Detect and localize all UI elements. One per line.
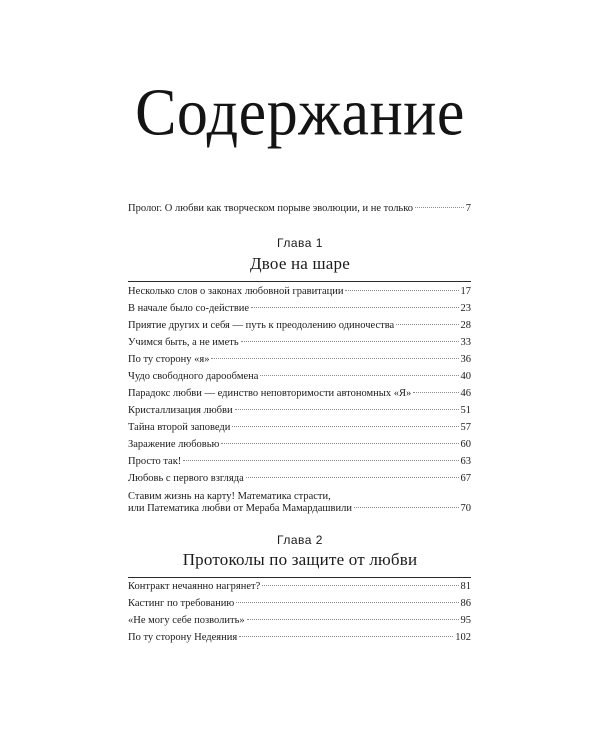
- toc-entry[interactable]: [128, 388, 471, 405]
- leader-dots: [235, 409, 459, 410]
- toc-entry-page: 23: [460, 303, 471, 314]
- leader-dots: [246, 477, 459, 478]
- leader-dots: [183, 460, 458, 461]
- leader-dots: [211, 358, 458, 359]
- toc-entry[interactable]: [128, 286, 471, 303]
- leader-dots: [239, 636, 453, 637]
- toc-entry-page: 51: [460, 405, 471, 416]
- toc-entry-label: Кастинг по требованию: [128, 598, 235, 609]
- toc-prologue: [128, 203, 471, 220]
- toc-entry-page: 60: [460, 439, 471, 450]
- toc-entry-label: Чудо свободного дарообмена: [128, 371, 259, 382]
- toc-entry[interactable]: [128, 354, 471, 371]
- chapter-1-kicker: Глава 1: [277, 236, 323, 250]
- toc-entry[interactable]: [128, 320, 471, 337]
- toc-entry-two-line[interactable]: [128, 490, 471, 518]
- toc-entry-page: 57: [460, 422, 471, 433]
- toc-entry-label: Просто так!: [128, 456, 182, 467]
- toc-entry[interactable]: [128, 371, 471, 388]
- toc-entry-page: 46: [460, 388, 471, 399]
- toc-entry-page: 95: [460, 615, 471, 626]
- leader-dots: [415, 207, 464, 208]
- toc-entry-page: 7: [465, 203, 471, 214]
- toc-entry-label: Парадокс любви — единство неповторимости автономных «Я»: [128, 388, 412, 399]
- toc-entry[interactable]: [128, 456, 471, 473]
- toc-entry-page: 102: [455, 632, 471, 643]
- toc-entry[interactable]: [128, 473, 471, 490]
- toc-entry[interactable]: [128, 337, 471, 354]
- toc-entry-page: 17: [460, 286, 471, 297]
- toc-entry-page: 67: [460, 473, 471, 484]
- toc-entry-label: В начале было со-действие: [128, 303, 250, 314]
- toc-entry-label: Несколько слов о законах любовной гравитации: [128, 286, 344, 297]
- leader-dots: [262, 585, 458, 586]
- page-title: Содержание: [135, 76, 465, 150]
- leader-dots: [345, 290, 458, 291]
- toc-entry[interactable]: [128, 615, 471, 632]
- toc-entry-label: «Не могу себе позволить»: [128, 615, 245, 626]
- leader-dots: [396, 324, 458, 325]
- toc-entry-page: 33: [460, 337, 471, 348]
- toc-entry-label: Кристаллизация любви: [128, 405, 233, 416]
- toc-entry-page: 81: [460, 581, 471, 592]
- toc-chapter-2: [128, 581, 471, 649]
- toc-entry-label: Любовь с первого взгляда: [128, 473, 244, 484]
- toc-entry-label-line-1: Ставим жизнь на карту! Математика страсти,: [128, 491, 331, 502]
- toc-entry-label: Заражение любовью: [128, 439, 220, 450]
- leader-dots: [413, 392, 458, 393]
- toc-entry-page: 28: [460, 320, 471, 331]
- leader-dots: [260, 375, 458, 376]
- toc-entry[interactable]: [128, 598, 471, 615]
- leader-dots: [354, 507, 459, 508]
- toc-entry-page: 40: [460, 371, 471, 382]
- toc-entry-page: 36: [460, 354, 471, 365]
- toc-entry[interactable]: [128, 203, 471, 220]
- toc-entry-label: По ту сторону «я»: [128, 354, 210, 365]
- toc-entry-page: 70: [460, 503, 471, 514]
- toc-entry-label: Тайна второй заповеди: [128, 422, 231, 433]
- toc-entry[interactable]: [128, 303, 471, 320]
- toc-entry-label: Приятие других и себя — путь к преодолению одиночества: [128, 320, 395, 331]
- toc-entry-label: Учимся быть, а не иметь: [128, 337, 239, 348]
- toc-entry-label: По ту сторону Недеяния: [128, 632, 238, 643]
- toc-entry-label-line-2: или Патематика любви от Мераба Мамардашвили: [128, 503, 352, 514]
- toc-entry-page: 86: [460, 598, 471, 609]
- leader-dots: [247, 619, 459, 620]
- chapter-1-title: Двое на шаре: [250, 254, 350, 273]
- leader-dots: [251, 307, 458, 308]
- leader-dots: [221, 443, 458, 444]
- toc-entry[interactable]: [128, 632, 471, 649]
- toc-entry[interactable]: [128, 422, 471, 439]
- toc-entry-page: 63: [460, 456, 471, 467]
- toc-entry[interactable]: [128, 439, 471, 456]
- leader-dots: [236, 602, 458, 603]
- toc-entry[interactable]: [128, 405, 471, 422]
- chapter-1-divider: [128, 281, 471, 282]
- leader-dots: [232, 426, 458, 427]
- chapter-2-divider: [128, 577, 471, 578]
- toc-chapter-1: [128, 286, 471, 518]
- toc-entry-label: Пролог. О любви как творческом порыве эволюции, и не только: [128, 203, 414, 214]
- leader-dots: [241, 341, 459, 342]
- toc-entry[interactable]: [128, 581, 471, 598]
- chapter-2-title: Протоколы по защите от любви: [182, 550, 418, 569]
- chapter-2-kicker: Глава 2: [277, 533, 323, 547]
- toc-entry-label: Контракт нечаянно нагрянет?: [128, 581, 261, 592]
